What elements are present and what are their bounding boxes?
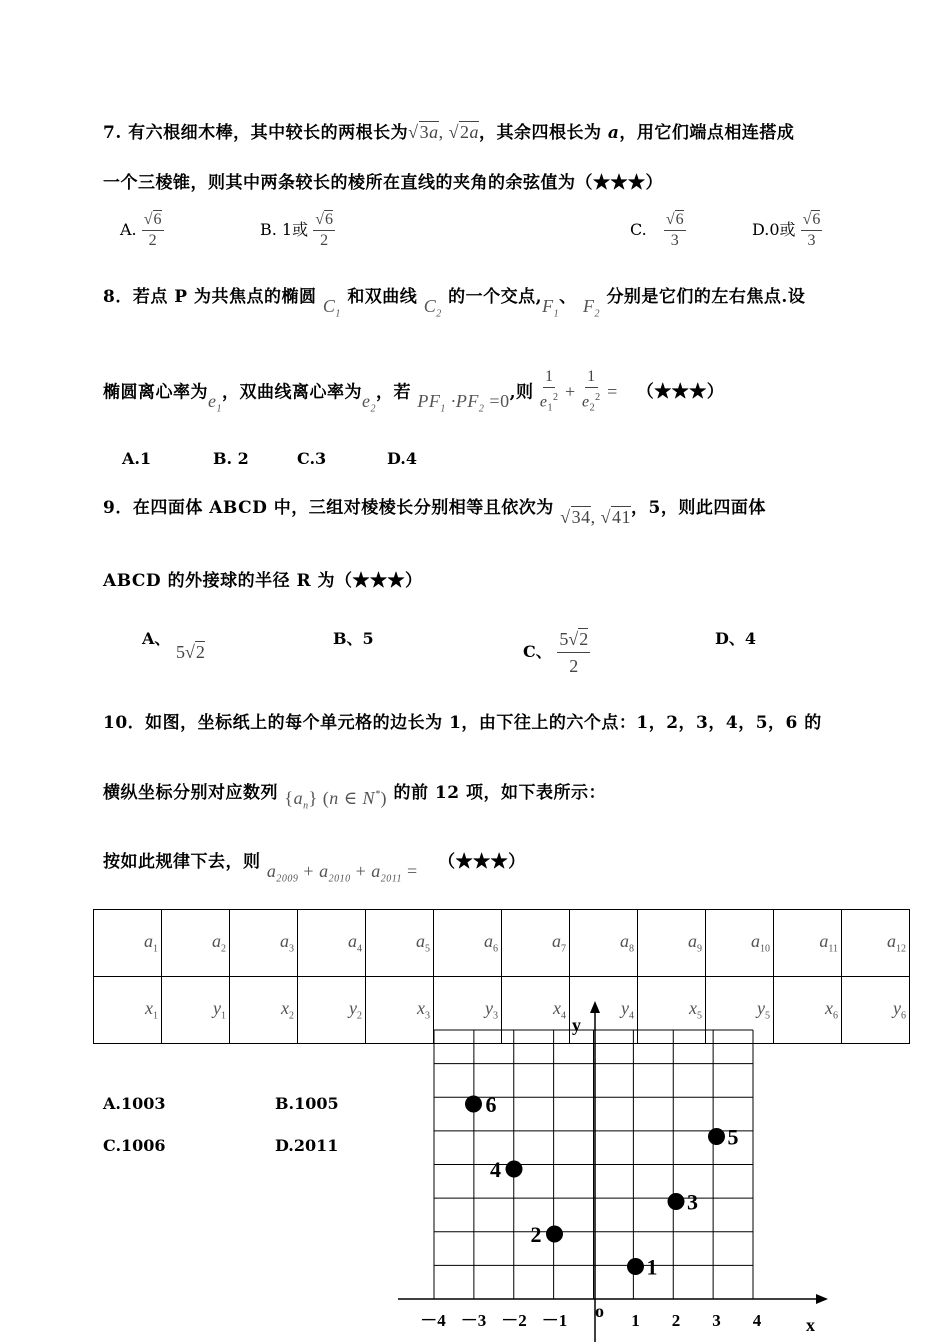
data-point (668, 1193, 685, 1210)
q7-var-a: a (607, 123, 620, 143)
x-tick-label: 3 (712, 1311, 721, 1330)
table-cell: $a_7$ (502, 910, 570, 977)
q8-math-dot-product: $PF_1 \cdot PF_2 =0$ (417, 391, 510, 415)
q8-frac-2: $\frac{1}{e_2^2}$ (582, 368, 601, 414)
x-tick-label: －1 (541, 1311, 568, 1330)
table-cell: $a_8$ (570, 910, 638, 977)
q9-line1: 9．在四面体 ABCD 中，三组对棱棱长分别相等且依次为 √34, √41，5，则此四面体 (103, 498, 766, 527)
x-tick-label: 1 (631, 1311, 640, 1330)
table-cell: $y_3$ (434, 977, 502, 1044)
q9-frac-c: $\frac{5√2}{2}$ (557, 626, 590, 679)
data-point-label: 1 (646, 1254, 658, 1280)
table-cell: $x_3$ (366, 977, 434, 1044)
q9-math-lengths: √34, √41 (560, 507, 632, 527)
q9-line2: ABCD 的外接球的半径 R 为（★★★） (103, 571, 423, 591)
q8-option-b[interactable]: B. 2 (213, 449, 249, 468)
data-point (465, 1096, 482, 1113)
origin-label: o (595, 1301, 604, 1321)
q7-frac-b: $\frac{√6}{2}$ (315, 211, 333, 249)
table-cell: $a_5$ (366, 910, 434, 977)
q8-math-f2: $F_2$ (583, 296, 601, 320)
q7-line1 (103, 118, 794, 143)
q8-math-c1: $C_1$ (322, 296, 341, 320)
q7-frac-d: $\frac{√6}{3}$ (802, 211, 821, 249)
table-cell: $x_6$ (774, 977, 842, 1044)
x-tick-label: －4 (420, 1311, 446, 1330)
q10-math-sum: $a_{2009} + a_{2010} + a_{2011}$ = (266, 861, 418, 885)
q7-frac-c: $\frac{√6}{3}$ (665, 211, 684, 249)
q7-text-c: ，用它们端点相连搭成 (619, 123, 795, 143)
x-axis-label: x (806, 1315, 815, 1335)
y-axis-arrow (590, 1001, 600, 1013)
q7-option-c[interactable]: C. $\frac{√6}{3}$ (630, 211, 684, 249)
data-point-label: 5 (727, 1124, 739, 1150)
table-cell: $a_1$ (94, 910, 162, 977)
table-cell: $y_2$ (298, 977, 366, 1044)
q9-option-c[interactable]: C、 $\frac{5√2}{2}$ (523, 626, 590, 679)
q8-line2: 椭圆离心率为$e_1$，双曲线离心率为$e_2$，若 $PF_1 \cdot PF_2 =0$,则 $\frac{1}{e_1^2}$ + $\frac{1}{e_2^2}$ = （★★★） (103, 367, 724, 419)
table-cell: $a_2$ (162, 910, 230, 977)
q8-math-e1: $e_1$ (208, 391, 222, 415)
q9-option-b[interactable]: B、5 (333, 629, 374, 648)
y-axis-label: y (572, 1015, 581, 1035)
data-point (627, 1258, 644, 1275)
table-cell: $a_4$ (298, 910, 366, 977)
table-cell: $a_{10}$ (706, 910, 774, 977)
q8-math-f1: $F_1$ (542, 296, 560, 320)
q8-option-a[interactable]: A.1 (122, 449, 152, 468)
q7-math-lengths: √3a, √2a (408, 122, 479, 142)
table-cell: $y_6$ (842, 977, 910, 1044)
q10-option-c[interactable]: C.1006 (103, 1136, 166, 1155)
q9-option-a[interactable]: A、 5√2 (142, 629, 205, 662)
q7-line2: 一个三棱锥，则其中两条较长的棱所在直线的夹角的余弦值为（★★★） (103, 173, 663, 193)
table-cell: $a_3$ (230, 910, 298, 977)
table-cell: $x_1$ (94, 977, 162, 1044)
x-tick-label: 4 (752, 1311, 762, 1330)
q10-line1: 10．如图，坐标纸上的每个单元格的边长为 1，由下往上的六个点：1，2，3，4，5，6 的 (103, 713, 822, 733)
q8-option-d[interactable]: D.4 (387, 449, 418, 468)
table-row (94, 910, 910, 977)
x-tick-label: －3 (460, 1311, 487, 1330)
data-point-label: 6 (485, 1092, 497, 1117)
table-cell: $a_{11}$ (774, 910, 842, 977)
q10-line3: 按如此规律下去，则 $a_{2009} + a_{2010} + a_{2011}$ = （★★★） (103, 852, 526, 885)
q7-frac-a: $\frac{√6}{2}$ (143, 211, 162, 249)
q9-option-d[interactable]: D、4 (715, 629, 757, 648)
q10-option-a[interactable]: A.1003 (103, 1094, 166, 1113)
q9-math-a: 5√2 (176, 642, 205, 662)
data-point-label: 3 (687, 1189, 698, 1215)
q8-math-c2: $C_2$ (423, 296, 442, 320)
q7-text-a: 7. 有六根细木棒，其中较长的两根长为 (103, 123, 409, 143)
table-cell: $x_2$ (230, 977, 298, 1044)
table-cell: $a_6$ (434, 910, 502, 977)
q8-line1: 8．若点 P 为共焦点的椭圆 $C_1$ 和双曲线 $C_2$ 的一个交点$,F_1$、 $F_2$ 分别是它们的左右焦点.设 (103, 287, 806, 320)
x-axis-arrow (816, 1294, 828, 1304)
table-cell: $y_1$ (162, 977, 230, 1044)
q7-option-d[interactable]: D.0或 $\frac{√6}{3}$ (752, 211, 821, 249)
data-point-label: 4 (490, 1157, 501, 1182)
q10-option-b[interactable]: B.1005 (275, 1094, 339, 1113)
q10-math-sequence: $\{a_n\}$ (n ∈ N*) (284, 788, 388, 812)
q10-line2: 横纵坐标分别对应数列 $\{a_n\}$ (n ∈ N*) 的前 12 项，如下表所示： (103, 783, 606, 812)
q8-option-c[interactable]: C.3 (297, 449, 327, 468)
table-cell: $a_9$ (638, 910, 706, 977)
table-cell: $y_5$ (706, 977, 774, 1044)
x-tick-label: 2 (671, 1311, 681, 1330)
table-cell: $a_{12}$ (842, 910, 910, 977)
data-point (708, 1128, 725, 1145)
table-cell: $y_4$ (570, 977, 638, 1044)
data-point (506, 1161, 523, 1178)
q7-option-b[interactable]: B. 1或 $\frac{√6}{2}$ (260, 211, 333, 249)
q7-option-a[interactable]: A. $\frac{√6}{2}$ (120, 211, 162, 249)
data-point (546, 1226, 563, 1243)
q10-option-d[interactable]: D.2011 (275, 1136, 339, 1155)
x-tick-label: －2 (501, 1311, 527, 1330)
q8-frac-1: $\frac{1}{e_1^2}$ (539, 368, 559, 414)
table-cell: $x_5$ (638, 977, 706, 1044)
data-point-label: 2 (530, 1222, 542, 1247)
coordinate-grid-chart (380, 995, 850, 1342)
q8-math-e2: $e_2$ (362, 391, 376, 415)
q7-text-b: ，其余四根长为 (478, 123, 602, 143)
table-cell: $x_4$ (502, 977, 570, 1044)
